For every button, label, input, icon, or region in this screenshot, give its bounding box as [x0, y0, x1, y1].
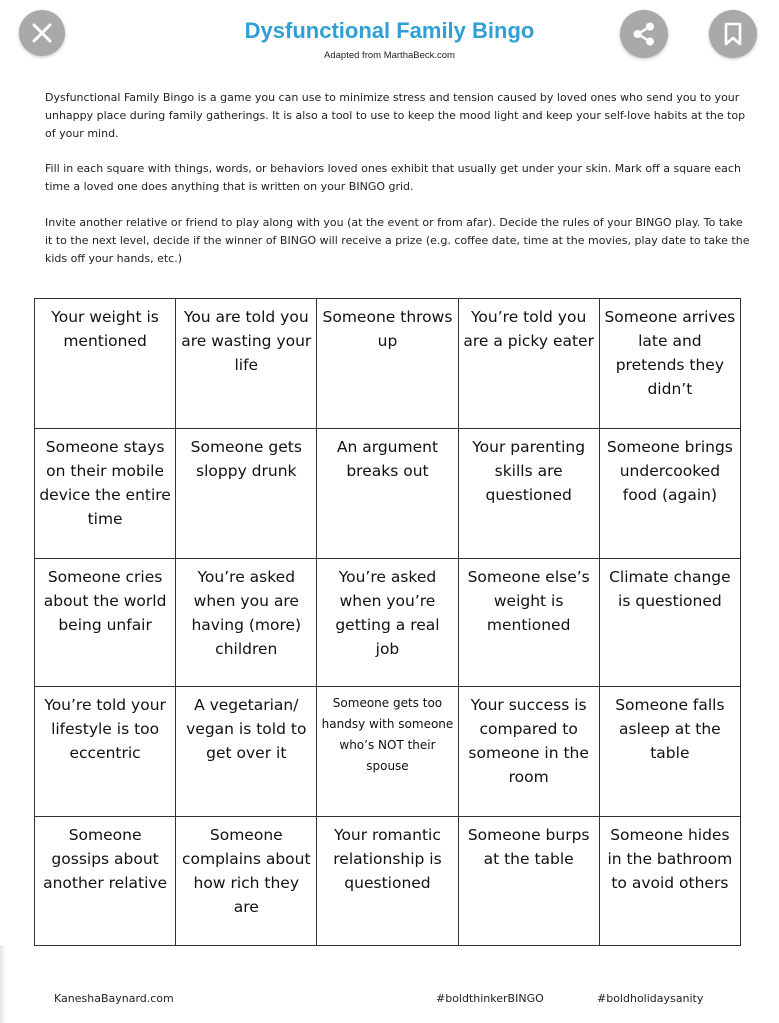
bingo-cell: Someone cries about the world being unfair [35, 559, 176, 687]
bingo-cell: Someone gossips about another relative [35, 817, 176, 946]
bingo-cell: Someone else’s weight is mentioned [458, 559, 599, 687]
bingo-cell: A vegetarian/ vegan is told to get over it [176, 687, 317, 817]
bingo-cell: An argument breaks out [317, 429, 458, 559]
page-subtitle: Adapted from MarthaBeck.com [324, 50, 455, 61]
edge-shadow [0, 945, 6, 1023]
bingo-cell: Climate change is questioned [599, 559, 740, 687]
bingo-cell: Your parenting skills are questioned [458, 429, 599, 559]
footer-hashtag-bingo: #boldthinkerBINGO [436, 992, 544, 1005]
bingo-cell: Someone gets sloppy drunk [176, 429, 317, 559]
bingo-cell: You’re asked when you are having (more) children [176, 559, 317, 687]
bingo-cell: You’re told your lifestyle is too eccentric [35, 687, 176, 817]
bingo-cell: Someone stays on their mobile device the entire time [35, 429, 176, 559]
bingo-cell: Someone falls asleep at the table [599, 687, 740, 817]
bingo-cell: Someone gets too handsy with someone who’s NOT their spouse [317, 687, 458, 817]
footer-hashtag-sanity: #boldholidaysanity [597, 992, 704, 1005]
bingo-row [35, 559, 741, 687]
bingo-row [35, 817, 741, 946]
intro-paragraph-1: Dysfunctional Family Bingo is a game you can use to minimize stress and tension caused by loved ones who send you to your unhappy place during family gatherings. It is also a tool to use to keep the mood light and keep your self-love habits at the top of your mind. [45, 91, 746, 140]
bingo-cell: Someone arrives late and pretends they didn’t [599, 299, 740, 429]
bingo-cell: Someone brings undercooked food (again) [599, 429, 740, 559]
intro-paragraph-3: Invite another relative or friend to play along with you (at the event or from afar). Decide the rules of your BINGO play. To take it to the next level, decide if the winner of BINGO will receive a prize (e.g. coffee date, time at the movies, play date to take the kids off your hands, etc.) [45, 216, 750, 265]
bingo-grid [34, 298, 741, 946]
bingo-cell: You are told you are wasting your life [176, 299, 317, 429]
bingo-row [35, 299, 741, 429]
page-title: Dysfunctional Family Bingo [244, 18, 535, 43]
bingo-cell: Someone throws up [317, 299, 458, 429]
footer-site: KaneshaBaynard.com [54, 992, 174, 1005]
bingo-row [35, 429, 741, 559]
bingo-cell: Someone burps at the table [458, 817, 599, 946]
bingo-cell: Someone complains about how rich they are [176, 817, 317, 946]
bingo-cell: Your romantic relationship is questioned [317, 817, 458, 946]
bingo-cell: Your success is compared to someone in the room [458, 687, 599, 817]
bingo-cell: You’re asked when you’re getting a real job [317, 559, 458, 687]
bingo-row [35, 687, 741, 817]
intro-paragraph-2: Fill in each square with things, words, or behaviors loved ones exhibit that usually get under your skin. Mark off a square each time a loved one does anything that is written on your BINGO grid. [45, 162, 741, 193]
bingo-cell: You’re told you are a picky eater [458, 299, 599, 429]
bingo-cell: Your weight is mentioned [35, 299, 176, 429]
bingo-cell: Someone hides in the bathroom to avoid others [599, 817, 740, 946]
